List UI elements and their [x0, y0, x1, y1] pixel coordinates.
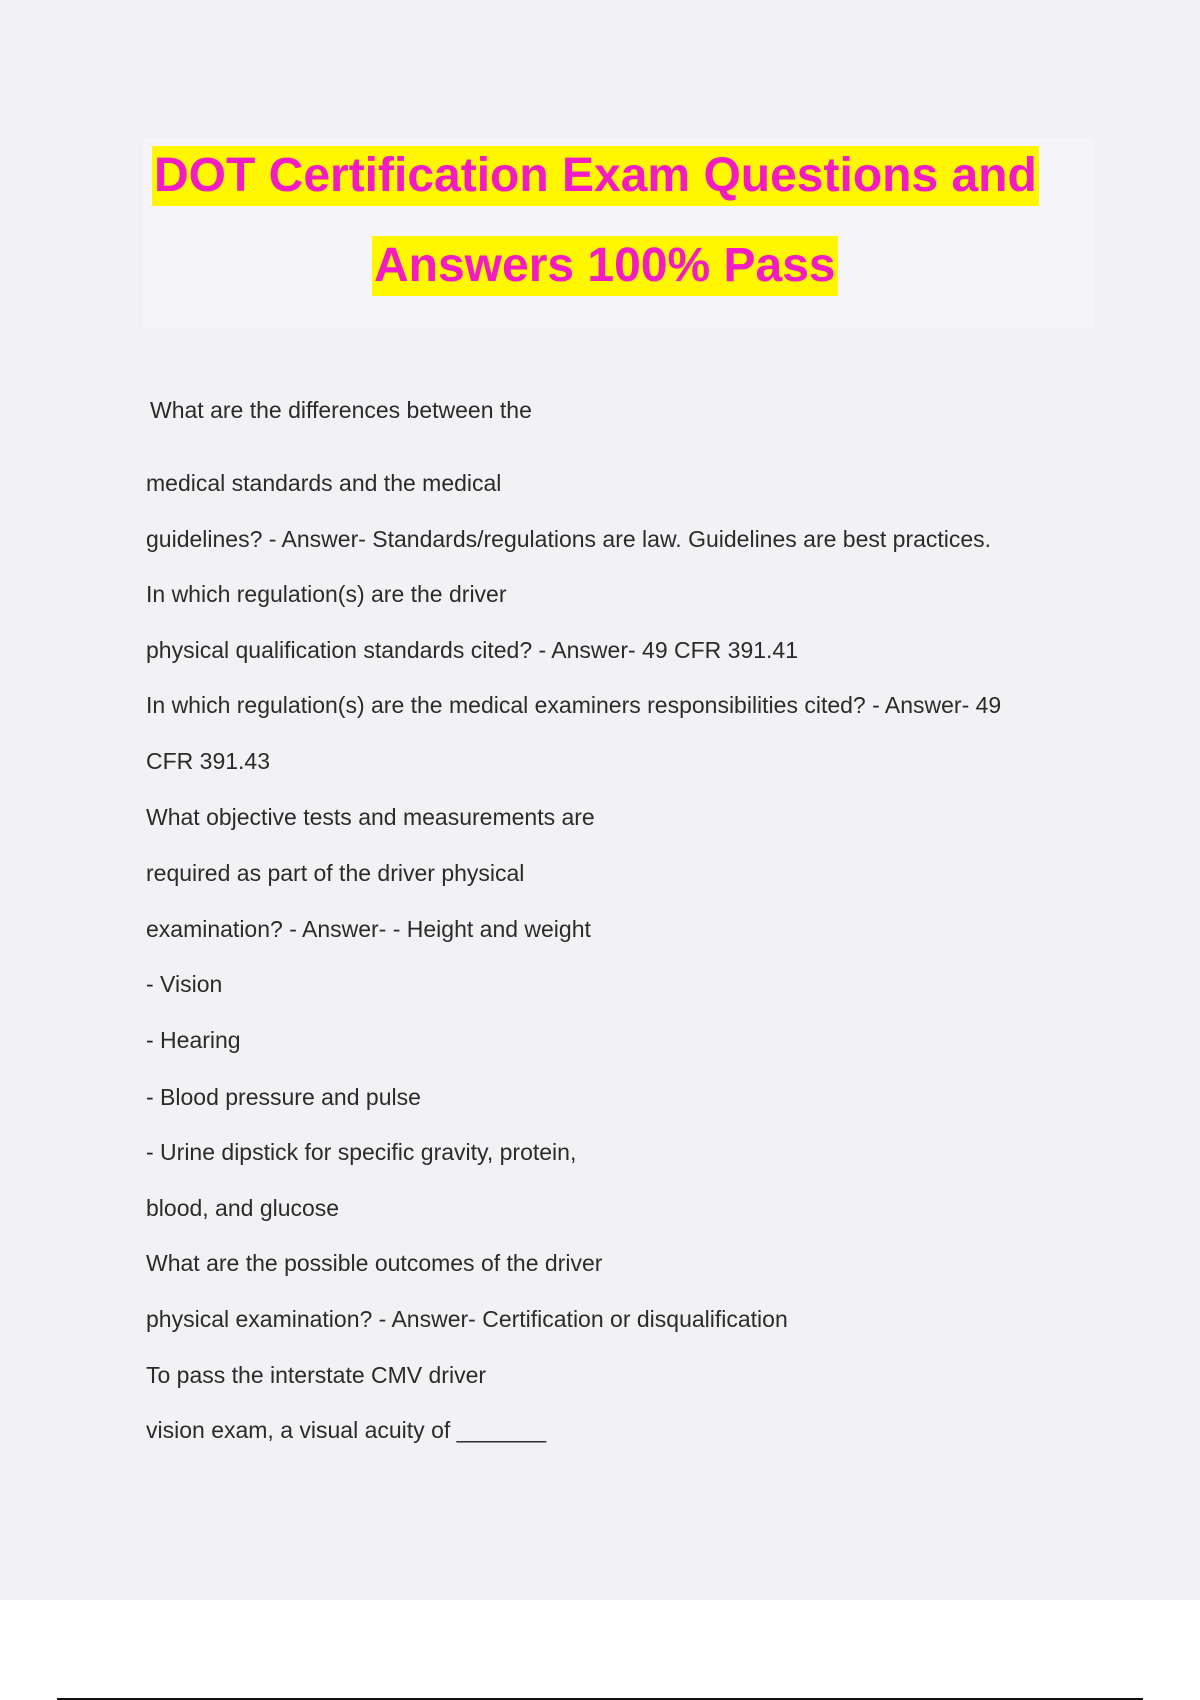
- question-2-answer: physical qualification standards cited? - Answer- 49 CFR 391.41: [146, 637, 799, 663]
- question-4-line-1: What objective tests and measurements are: [146, 804, 595, 830]
- answer-list-item: - Urine dipstick for specific gravity, protein,: [146, 1139, 577, 1165]
- question-5-line-1: What are the possible outcomes of the driver: [146, 1250, 603, 1276]
- question-1-line-1: What are the differences between the: [150, 397, 532, 423]
- question-6-line-2: vision exam, a visual acuity of _______: [146, 1417, 547, 1443]
- question-1-answer: guidelines? - Answer- Standards/regulations are law. Guidelines are best practices.: [146, 526, 992, 552]
- answer-list-item-continued: blood, and glucose: [146, 1195, 340, 1221]
- answer-list-item: - Hearing: [146, 1027, 241, 1053]
- question-3-line-1: In which regulation(s) are the medical examiners responsibilities cited? - Answer- 49: [146, 692, 1002, 718]
- question-1-line-2: medical standards and the medical: [146, 470, 502, 496]
- answer-list-item: - Blood pressure and pulse: [146, 1084, 421, 1110]
- question-5-answer: physical examination? - Answer- Certification or disqualification: [146, 1306, 788, 1332]
- question-3-answer: CFR 391.43: [146, 748, 271, 774]
- document-title-line-1: DOT Certification Exam Questions and: [152, 146, 1039, 206]
- question-2-line-1: In which regulation(s) are the driver: [146, 581, 507, 607]
- question-4-line-2: required as part of the driver physical: [146, 860, 525, 886]
- answer-list-item: - Vision: [146, 971, 223, 997]
- question-6-line-1: To pass the interstate CMV driver: [146, 1362, 487, 1388]
- question-4-answer: examination? - Answer- - Height and weight: [146, 916, 591, 942]
- document-title-line-2: Answers 100% Pass: [372, 236, 838, 296]
